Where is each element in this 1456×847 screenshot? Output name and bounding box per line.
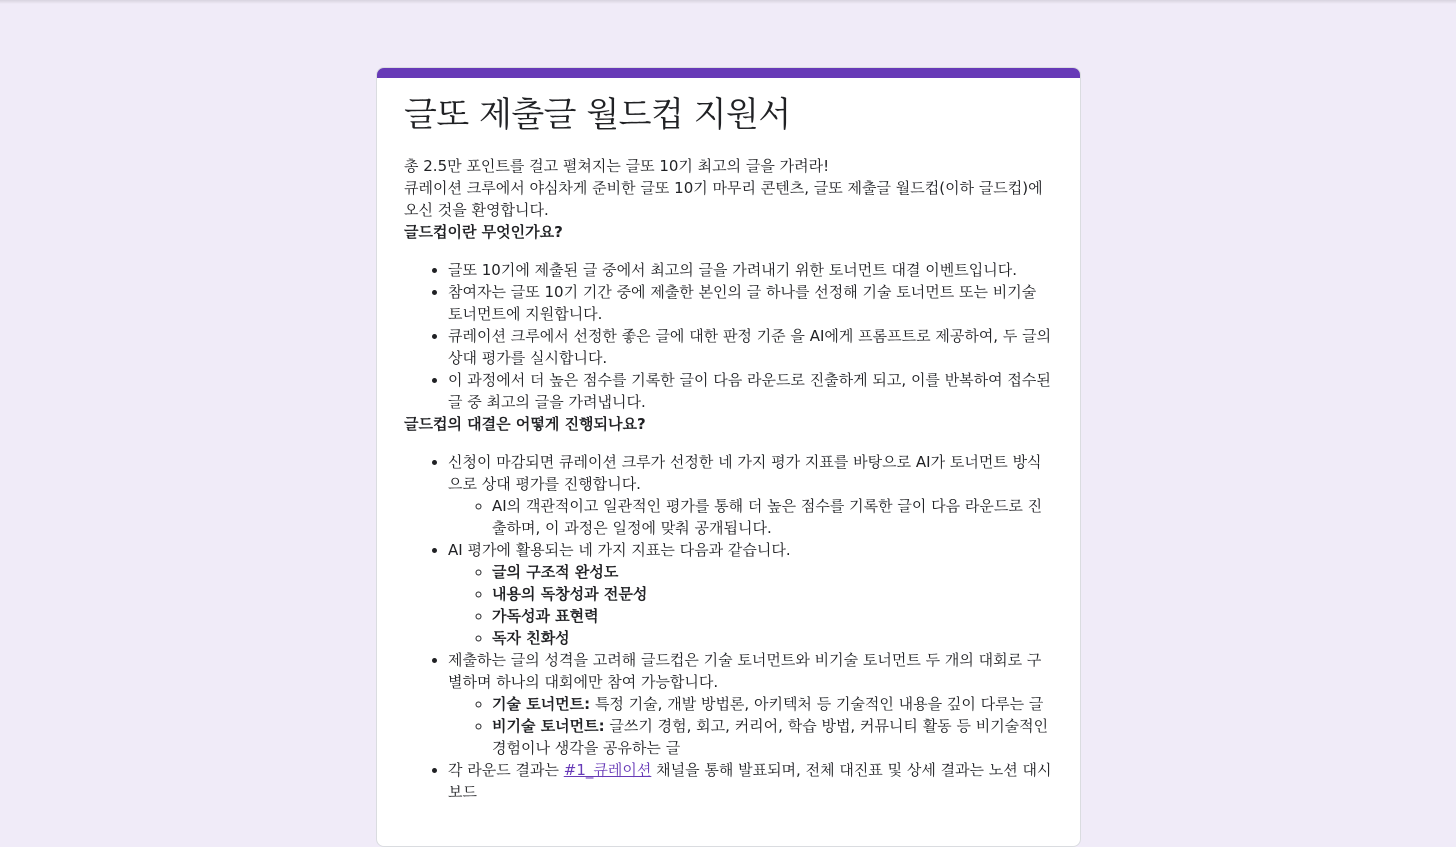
- form-title: 글또 제출글 월드컵 지원서: [404, 95, 791, 135]
- criteria-label: 글의 구조적 완성도: [492, 563, 619, 581]
- criteria-item: [492, 627, 1054, 649]
- list-item: [448, 451, 1054, 539]
- results-suffix: 채널을 통해 발표되며, 전체 대진표 및 상세 결과는 노션 대시보드: [448, 761, 1052, 801]
- nontech-desc: 글쓰기 경험, 회고, 커리어, 학습 방법, 커뮤니티 활동 등 비기술적인 경험이나 생각을 공유하는 글: [492, 717, 1049, 757]
- list-item: • 이 과정에서 더 높은 점수를 기록한 글이 다음 라운드로 진출하게 되고, 이를 반복하여 접수된 글 중 최고의 글을 가려냅니다.: [448, 369, 1054, 413]
- tournament-list: [448, 693, 1054, 759]
- intro-line-2: 큐레이션 크루에서 야심차게 준비한 글또 10기 마무리 콘텐츠, 글또 제출글 월드컵(이하 글드컵)에 오신 것을 환영합니다.: [404, 179, 1043, 219]
- intro-line-1: 총 2.5만 포인트를 걸고 펼쳐지는 글또 10기 최고의 글을 가려라!: [404, 157, 830, 175]
- list-item: • 참여자는 글또 10기 기간 중에 제출한 본인의 글 하나를 선정해 기술 토너먼트 또는 비기술 토너먼트에 지원합니다.: [448, 281, 1054, 325]
- form-header-body: [377, 93, 1080, 803]
- list-item: • 큐레이션 크루에서 선정한 좋은 글에 대한 판정 기준 을 AI에게 프롬프트로 제공하여, 두 글의 상대 평가를 실시합니다.: [448, 325, 1054, 369]
- tournament-item-tech: [492, 693, 1054, 715]
- form-header-card: [376, 67, 1081, 847]
- tournament-item-nontech: [492, 715, 1054, 759]
- list-item-text: 신청이 마감되면 큐레이션 크루가 선정한 네 가지 평가 지표를 바탕으로 AI가 토너먼트 방식으로 상대 평가를 진행합니다.: [448, 453, 1042, 493]
- list-item: • 글또 10기에 제출된 글 중에서 최고의 글을 가려내기 위한 토너먼트 대결 이벤트입니다.: [448, 259, 1054, 281]
- top-bar-shadow: [0, 0, 1456, 4]
- curation-channel-link[interactable]: #1_큐레이션: [563, 761, 652, 779]
- sub-list-item: ◦ AI의 객관적이고 일관적인 평가를 통해 더 높은 점수를 기록한 글이 다음 라운드로 진출하며, 이 과정은 일정에 맞춰 공개됩니다.: [492, 495, 1054, 539]
- criteria-item: [492, 561, 1054, 583]
- list-item-text: 제출하는 글의 성격을 고려해 글드컵은 기술 토너먼트와 비기술 토너먼트 두 개의 대회로 구별하며 하나의 대회에만 참여 가능합니다.: [448, 651, 1042, 691]
- criteria-list: [448, 561, 1054, 649]
- section-heading-how: 글드컵의 대결은 어떻게 진행되나요?: [404, 415, 646, 433]
- card-accent-bar: [377, 68, 1080, 78]
- form-description: [404, 155, 1054, 803]
- tech-label: 기술 토너먼트:: [492, 695, 591, 713]
- list-item: [448, 649, 1054, 759]
- list-item-text: AI 평가에 활용되는 네 가지 지표는 다음과 같습니다.: [448, 541, 791, 559]
- criteria-label: 내용의 독창성과 전문성: [492, 585, 648, 603]
- list-item: [448, 539, 1054, 649]
- what-list: [404, 259, 1054, 413]
- tech-desc: 특정 기술, 개발 방법론, 아키텍처 등 기술적인 내용을 깊이 다루는 글: [590, 695, 1044, 713]
- criteria-label: 가독성과 표현력: [492, 607, 599, 625]
- sub-list: [448, 495, 1054, 539]
- how-list: [404, 451, 1054, 803]
- results-prefix: 각 라운드 결과는: [448, 761, 564, 779]
- section-heading-what: 글드컵이란 무엇인가요?: [404, 223, 563, 241]
- criteria-item: [492, 583, 1054, 605]
- criteria-label: 독자 친화성: [492, 629, 570, 647]
- criteria-item: [492, 605, 1054, 627]
- list-item: [448, 759, 1054, 803]
- nontech-label: 비기술 토너먼트:: [492, 717, 605, 735]
